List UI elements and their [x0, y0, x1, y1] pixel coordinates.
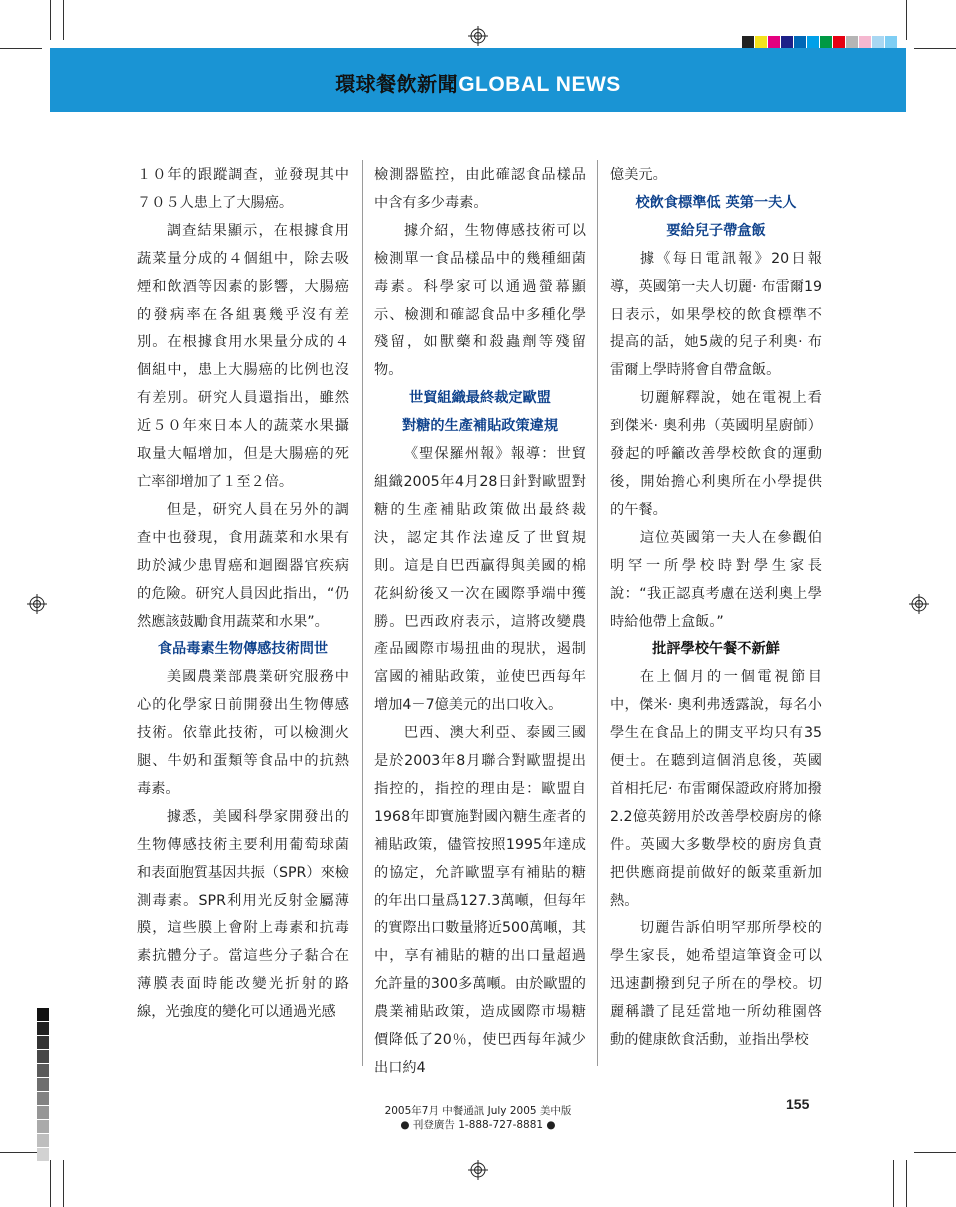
- color-swatch: [859, 36, 871, 48]
- color-swatch: [833, 36, 845, 48]
- paragraph: １０年的跟蹤調查，並發現其中７０５人患上了大腸癌。: [137, 167, 349, 211]
- section-heading: 對糖的生產補貼政策違規: [401, 418, 559, 435]
- footer-advertising-line: ● 刊登廣告 1-888-727-8881 ●: [400, 1119, 556, 1131]
- section-heading: 要給兒子帶盒飯: [666, 222, 766, 239]
- paragraph: 切麗告訴伯明罕那所學校的學生家長，她希望這筆資金可以迅速劃撥到兒子所在的學校。切麗稱讚了昆廷當地一所幼稚園啓動的健康飲食活動，並指出學校: [610, 920, 822, 1049]
- color-swatch: [768, 36, 780, 48]
- crop-mark: [0, 1152, 42, 1153]
- crop-mark: [0, 48, 42, 49]
- color-swatch: [755, 36, 767, 48]
- color-bar: [742, 36, 898, 48]
- registration-mark-left: [27, 594, 47, 614]
- paragraph: 在上個月的一個電視節目中，傑米· 奧利弗透露說，每名小學生在食品上的開支平均只有35便士。在聽到這個消息後，英國首相托尼· 布雷爾保證政府將加撥2.2億英鎊用於改善學校廚房的條件。英國大多數學校的廚房負責把供應商提前做好的飯菜重新加熱。: [610, 669, 822, 909]
- crop-mark: [893, 1160, 894, 1207]
- paragraph: 調查結果顯示，在根據食用蔬菜量分成的４個組中，除去吸煙和飲酒等因素的影響，大腸癌的發病率在各組裏幾乎沒有差別。在根據食用水果量分成的４個組中，患上大腸癌的比例也沒有差別。研究人員還指出，雖然近５０年來日本人的蔬菜水果攝取量大幅增加，但是大腸癌的死亡率卻增加了１至２倍。: [137, 222, 349, 490]
- crop-mark: [63, 0, 64, 40]
- grayscale-step: [37, 1078, 49, 1091]
- paragraph: 但是，研究人員在另外的調查中也發現，食用蔬菜和水果有助於減少患胃癌和迴圈器官疾病的危險。研究人員因此指出，“仍然應該鼓勵食用蔬菜和水果”。: [137, 501, 349, 630]
- section-heading: 校飲食標準低 英第一夫人: [635, 194, 797, 211]
- column-divider: [597, 160, 598, 1066]
- grayscale-step: [37, 1050, 49, 1063]
- crop-mark: [914, 1152, 956, 1153]
- page-number: 155: [786, 1096, 810, 1112]
- header-banner: [50, 48, 906, 112]
- registration-mark-top: [468, 26, 488, 46]
- paragraph: 據悉，美國科學家開發出的生物傳感技術主要利用葡萄球菌和表面胞質基因共振（SPR）來檢測毒素。SPR利用光反射金屬薄膜，這些膜上會附上毒素和抗毒素抗體分子。當這些分子黏合在薄膜表面時能改變光折射的路線，光強度的變化可以通過光感: [137, 808, 349, 1021]
- crop-mark: [50, 0, 51, 40]
- crop-mark: [50, 1160, 51, 1207]
- article-column-3: [610, 162, 822, 1055]
- crop-mark: [914, 48, 956, 49]
- color-swatch: [742, 36, 754, 48]
- grayscale-step: [37, 1134, 49, 1147]
- paragraph: 《聖保羅州報》報導：世貿組織2005年4月28日針對歐盟對糖的生產補貼政策做出最終裁決，認定其作法違反了世貿規則。這是自巴西贏得與美國的棉花糾紛後又一次在國際爭端中獲勝。巴西政府表示，這將改變農產品國際市場扭曲的現狀，遏制富國的補貼政策，並使巴西每年增加4－7億美元的出口收入。: [374, 446, 586, 714]
- registration-mark-right: [909, 594, 929, 614]
- grayscale-step: [37, 1008, 49, 1021]
- color-swatch: [807, 36, 819, 48]
- grayscale-step: [37, 1022, 49, 1035]
- section-heading: 批評學校午餐不新鮮: [652, 641, 780, 658]
- color-swatch: [794, 36, 806, 48]
- grayscale-step: [37, 1064, 49, 1077]
- color-swatch: [781, 36, 793, 48]
- paragraph: 據介紹，生物傳感技術可以檢測單一食品樣品中的幾種細菌毒素。科學家可以通過螢幕顯示、檢測和確認食品中多種化學殘留，如獸藥和殺蟲劑等殘留物。: [374, 222, 586, 379]
- grayscale-step: [37, 1092, 49, 1105]
- section-heading: 食品毒素生物傳感技術問世: [157, 641, 329, 658]
- paragraph: 巴西、澳大利亞、泰國三國是於2003年8月聯合對歐盟提出指控的，指控的理由是：歐盟自1968年即實施對國內糖生產者的補貼政策，儘管按照1995年達成的協定，允許歐盟享有補貼的糖的年出口量爲127.3萬噸，但每年的實際出口數量將近500萬噸，其中，享有補貼的糖的出口量超過允許量的300多萬噸。由於歐盟的農業補貼政策，造成國際市場糖價降低了20％，使巴西每年減少出口約4: [374, 725, 586, 1076]
- column-divider: [362, 160, 363, 1066]
- paragraph: 據《每日電訊報》20日報導，英國第一夫人切麗· 布雷爾19日表示，如果學校的飲食標準不提高的話，她5歲的兒子利奧· 布雷爾上學時將會自帶盒飯。: [610, 250, 822, 379]
- footer-issue-line: 2005年7月 中餐通訊 July 2005 美中版: [384, 1105, 572, 1117]
- color-swatch: [885, 36, 897, 48]
- paragraph: 切麗解釋說，她在電視上看到傑米· 奧利弗（英國明星廚師）發起的呼籲改善學校飲食的運動後，開始擔心利奧所在小學提供的午餐。: [610, 390, 822, 518]
- crop-mark: [906, 1160, 907, 1207]
- grayscale-step: [37, 1036, 49, 1049]
- section-heading: 世貿組織最終裁定歐盟: [409, 390, 551, 407]
- grayscale-step: [37, 1106, 49, 1119]
- article-column-1: [137, 162, 349, 1027]
- paragraph: 美國農業部農業研究服務中心的化學家日前開發出生物傳感技術。依靠此技術，可以檢測火腿、牛奶和蛋類等食品中的抗熱毒素。: [137, 669, 349, 797]
- color-swatch: [820, 36, 832, 48]
- title-chinese: 環球餐飲新聞: [335, 72, 459, 96]
- color-swatch: [872, 36, 884, 48]
- crop-mark: [906, 0, 907, 40]
- paragraph: 檢測器監控，由此確認食品樣品中含有多少毒素。: [374, 167, 586, 211]
- article-column-2: [374, 162, 586, 1083]
- paragraph: 這位英國第一夫人在參觀伯明罕一所學校時對學生家長說：“我正認真考慮在送利奧上學時給他帶上盒飯。”: [610, 529, 822, 630]
- title-english: GLOBAL NEWS: [458, 73, 621, 96]
- color-swatch: [846, 36, 858, 48]
- page-footer: [360, 1104, 596, 1132]
- paragraph: 億美元。: [610, 167, 667, 183]
- registration-mark-bottom: [468, 1160, 488, 1180]
- page-title: [50, 68, 906, 97]
- grayscale-step: [37, 1148, 49, 1161]
- grayscale-step: [37, 1120, 49, 1133]
- grayscale-strip: [37, 1008, 49, 1162]
- crop-mark: [63, 1160, 64, 1207]
